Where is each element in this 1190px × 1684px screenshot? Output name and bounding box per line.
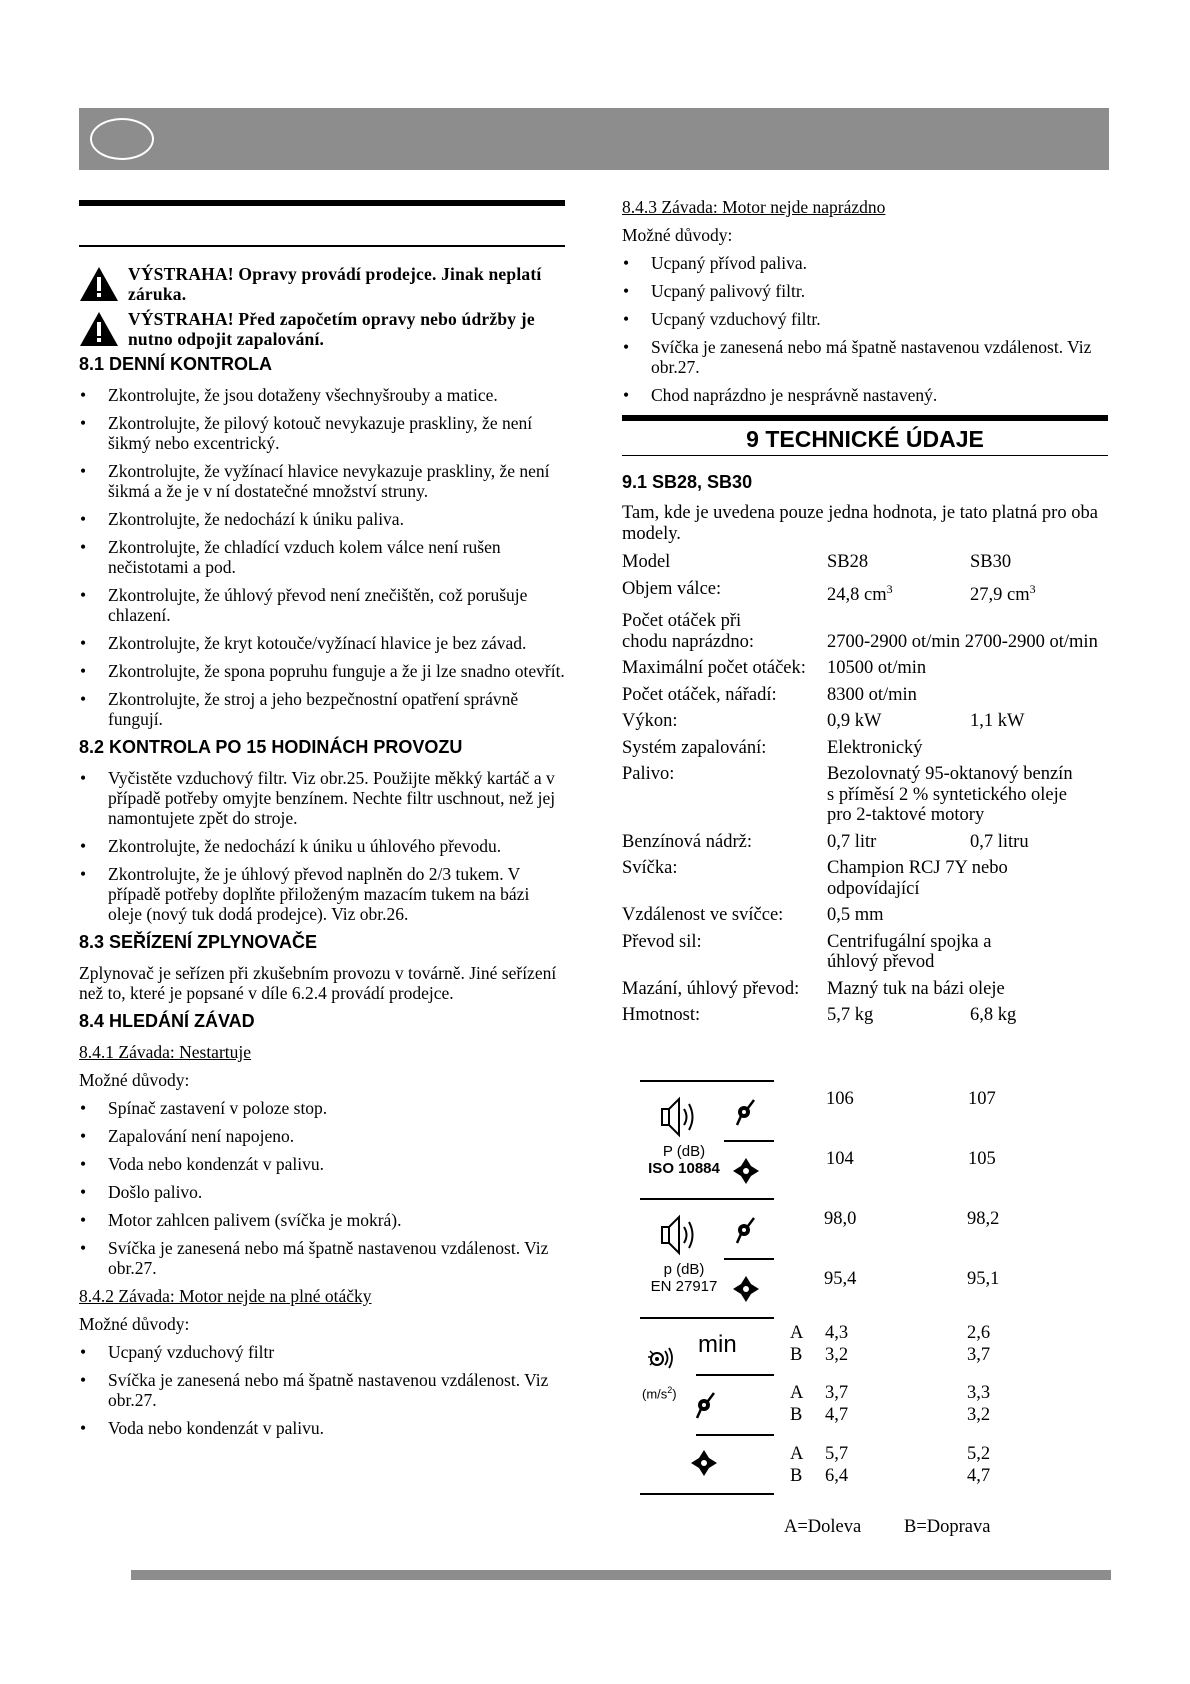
vibration-unit: $(m/s^2)$ [642,1385,677,1402]
noise-value: 98,0 [824,1209,857,1229]
list-item: • Zkontrolujte, že stroj a jeho bezpečnostní opatření správně fungují. [79,689,565,729]
spec-row-plug: Svíčka: Champion RCJ 7Y nebo odpovídající [622,858,1008,899]
noise-value: 95,4 [824,1269,857,1289]
section-8-2-title: 8.2 KONTROLA PO 15 HODINÁCH PROVOZU [79,737,463,757]
top-thin-rule [79,245,565,247]
table-rule [640,1493,774,1495]
spec-row-idle: chodu naprázdno: 2700-2900 ot/min 2700-2900 ot/min [622,631,1098,652]
warning-text: VÝSTRAHA! Před započetím opravy nebo údržby je nutno odpojit zapalování. [128,309,535,349]
fault-3-title: 8.4.3 Závada: Motor nejde naprázdno [622,197,886,217]
fault-1-title: 8.4.1 Závada: Nestartuje [79,1042,252,1062]
list-item: • Voda nebo kondenzát v palivu. [79,1154,565,1174]
trimmer-head-icon [734,1097,756,1127]
table-rule [696,1434,774,1436]
section-9-1-title: 9.1 SB28, SB30 [622,472,753,492]
list-item: • Motor zahlcen palivem (svíčka je mokrá). [79,1210,565,1230]
language-badge-oval [90,118,154,160]
causes-label: Možné důvody: [79,1314,190,1334]
spec-row-ignition: Systém zapalování: Elektronický [622,737,923,758]
section-8-1-title: 8.1 DENNÍ KONTROLA [79,354,273,374]
spec-row-weight: Hmotnost: 5,7 kg 6,8 kg [622,1005,1017,1026]
section-8-4-title: 8.4 HLEDÁNÍ ZÁVAD [79,1011,255,1031]
warning-text: VÝSTRAHA! Opravy provádí prodejce. Jinak neplatí záruka. [128,264,542,304]
noise-value: 98,2 [967,1209,1000,1229]
right-column [622,197,1108,1032]
list-item: • Zkontrolujte, že chladící vzduch kolem válce není rušen nečistotami a pod. [79,537,565,577]
spec-row-tool-rpm: Počet otáček, nářadí: 8300 ot/min [622,684,917,705]
15h-check-list [79,768,565,924]
list-item: • Zkontrolujte, že nedochází k úniku u úhlového převodu. [79,836,565,856]
sound-power-label: P (dB) ISO 10884 [648,1143,720,1177]
list-item: • Chod naprázdno je nesprávně nastavený. [622,385,1108,405]
list-item: • Došlo palivo. [79,1182,565,1202]
list-item: • Voda nebo kondenzát v palivu. [79,1418,565,1438]
spec-row-fuel: Palivo: Bezolovnatý 95-oktanový benzín s příměsí 2 % syntetického oleje pro 2-taktové motory [622,764,1073,826]
spec-intro: Tam, kde je uvedena pouze jedna hodnota, je tato platná pro oba modely. [622,503,1098,544]
noise-value: 107 [968,1089,996,1109]
legend-right: B=Doprava [904,1517,991,1537]
carburetor-text: Zplynovač je seřízen při zkušebním provozu v továrně. Jiné seřízení než to, které je popsané v díle 6.2.4 provádí prodejce. [79,963,557,1003]
list-item: • Ucpaný palivový filtr. [622,281,1108,301]
section-9-title: 9 TECHNICKÉ ÚDAJE [622,415,1108,456]
list-item: • Zkontrolujte, že úhlový převod není znečištěn, což porušuje chlazení. [79,585,565,625]
noise-value: 104 [826,1149,854,1169]
vibration-group: A 4,3 2,6 B 3,2 3,7 [790,1323,991,1365]
list-item: • Svíčka je zanesená nebo má špatně nastavenou vzdálenost. Viz obr.27. [622,337,1108,377]
saw-blade-icon [732,1157,760,1185]
spec-row-max-rpm: Maximální počet otáček: 10500 ot/min [622,658,927,679]
list-item: • Zapalování není napojeno. [79,1126,565,1146]
noise-value: 95,1 [967,1269,1000,1289]
header-band [79,108,1109,170]
section-8-3-title: 8.3 SEŘÍZENÍ ZPLYNOVAČE [79,932,318,952]
min-label: min [698,1331,737,1358]
spec-row-power: Výkon: 0,9 kW 1,1 kW [622,711,1025,732]
trimmer-head-icon [734,1215,756,1245]
list-item: • Zkontrolujte, že spona popruhu funguje a že ji lze snadno otevřít. [79,661,565,681]
fault-3-list [622,253,1108,405]
legend-left: A=Doleva [784,1517,862,1537]
list-item: • Zkontrolujte, že je úhlový převod naplněn do 2/3 tukem. V případě potřeby doplňte přiloženým mazacím tukem na bázi oleje (nový tuk dodá prodejce). Viz obr.26. [79,864,565,924]
list-item: • Zkontrolujte, že pilový kotouč nevykazuje praskliny, že není šikmý nebo excentrický. [79,413,565,453]
vibration-icon [645,1345,675,1371]
causes-label: Možné důvody: [622,225,733,245]
table-rule [696,1374,774,1376]
spec-row-displacement: Objem válce: 24,8 $cm^3$ 27,9 $cm^3$ [622,578,1036,605]
saw-blade-icon [732,1275,760,1303]
list-item: • Vyčistěte vzduchový filtr. Viz obr.25. Použijte měkký kartáč a v případě potřeby omyjte benzínem. Nechte filtr uschnout, než jej namontujete zpět do stroje. [79,768,565,828]
warning-triangle-icon [79,266,119,302]
table-rule [724,1258,774,1260]
vibration-group: A 5,7 5,2 B 6,4 4,7 [790,1444,991,1486]
top-thick-rule [79,200,565,206]
fault-2-title: 8.4.2 Závada: Motor nejde na plné otáčky [79,1286,372,1306]
table-rule [640,1317,774,1319]
list-item: • Zkontrolujte, že jsou dotaženy všechnyšrouby a matice. [79,385,565,405]
list-item: • Zkontrolujte, že nedochází k úniku paliva. [79,509,565,529]
vibration-group: A 3,7 3,3 B 4,7 3,2 [790,1383,991,1425]
spec-row-transmission: Převod sil: Centrifugální spojka a úhlový převod [622,931,992,973]
left-column [79,264,565,1446]
list-item: • Ucpaný vzduchový filtr. [622,309,1108,329]
speaker-icon [660,1213,700,1257]
footer-band [131,1570,1111,1580]
spec-row-model: Model SB28 SB30 [622,552,1012,572]
list-item: • Zkontrolujte, že kryt kotouče/vyžínací hlavice je bez závad. [79,633,565,653]
warning-triangle-icon [79,311,119,347]
spec-table [622,552,1108,1026]
trimmer-head-icon [694,1390,716,1420]
table-rule [640,1198,774,1200]
noise-value: 106 [826,1089,854,1109]
fault-1-list [79,1098,565,1278]
sound-pressure-label: p (dB) EN 27917 [650,1261,718,1295]
list-item: • Svíčka je zanesená nebo má špatně nastavenou vzdálenost. Viz obr.27. [79,1370,565,1410]
warning-2 [79,309,565,349]
list-item: • Zkontrolujte, že vyžínací hlavice nevykazuje praskliny, že není šikmá a že je v ní dostatečné množství struny. [79,461,565,501]
saw-blade-icon [690,1449,718,1477]
table-rule [724,1140,774,1142]
daily-check-list [79,385,565,729]
fault-2-list [79,1342,565,1438]
spec-row-lubrication: Mazání, úhlový převod: Mazný tuk na bázi oleje [622,978,1005,999]
noise-value: 105 [968,1149,996,1169]
list-item: • Spínač zastavení v poloze stop. [79,1098,565,1118]
speaker-icon [660,1095,700,1139]
list-item: • Svíčka je zanesená nebo má špatně nastavenou vzdálenost. Viz obr.27. [79,1238,565,1278]
spec-row-tank: Benzínová nádrž: 0,7 litr 0,7 litru [622,831,1029,852]
list-item: • Ucpaný přívod paliva. [622,253,1108,273]
spec-row-idle-label: Počet otáček při [622,611,742,632]
table-rule [640,1080,774,1082]
spec-row-gap: Vzdálenost ve svíčce: 0,5 mm [622,905,884,926]
warning-1 [79,264,565,304]
list-item: • Ucpaný vzduchový filtr [79,1342,565,1362]
causes-label: Možné důvody: [79,1070,190,1090]
